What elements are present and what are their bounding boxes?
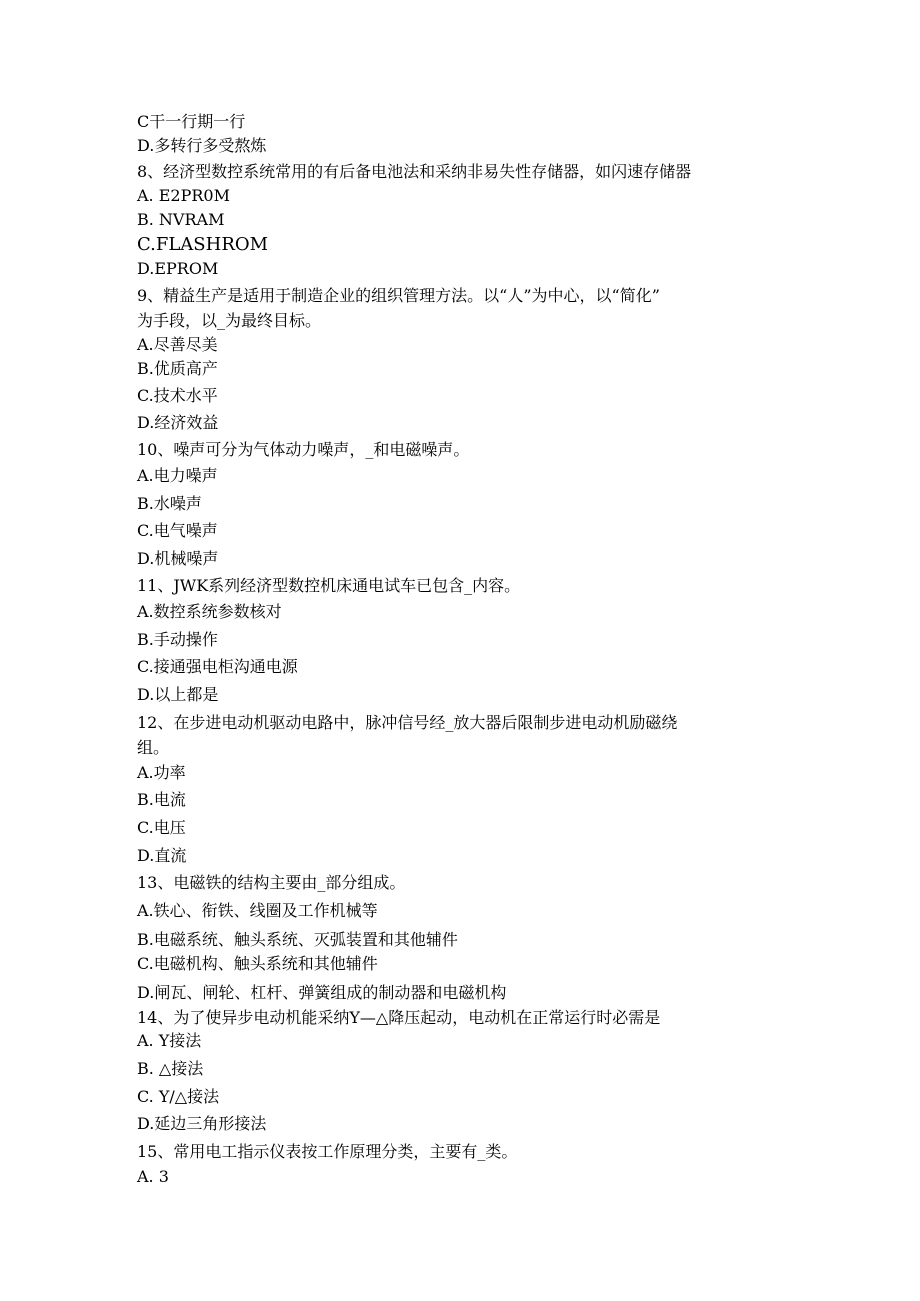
option-line: D.EPROM	[137, 259, 219, 278]
question-14-stem: 14、为了使异步电动机能采纳Y—△降压起动，电动机在正常运行时必需是	[137, 1008, 661, 1027]
option-line: C. Y/△接法	[137, 1087, 220, 1106]
option-line: B.水噪声	[137, 494, 202, 513]
option-line: C.技术水平	[137, 386, 218, 405]
question-10-stem: 10、噪声可分为气体动力噪声，_和电磁噪声。	[137, 440, 470, 459]
option-line: D.以上都是	[137, 685, 219, 704]
option-line: D.直流	[137, 846, 187, 865]
option-line: C.电压	[137, 818, 186, 837]
option-line: A. E2PR0M	[137, 186, 230, 205]
question-13-stem: 13、电磁铁的结构主要由_部分组成。	[137, 873, 406, 892]
question-8-stem: 8、经济型数控系统常用的有后备电池法和采纳非易失性存储器，如闪速存储器	[137, 162, 692, 181]
option-line: C.接通强电柜沟通电源	[137, 657, 298, 676]
option-line: A.尽善尽美	[137, 335, 218, 354]
option-line: C.电气噪声	[137, 521, 218, 540]
option-line: C.FLASHROM	[137, 234, 269, 255]
option-line: A. 3	[137, 1167, 169, 1186]
question-9-stem-cont: 为手段，以_为最终目标。	[137, 311, 322, 330]
option-line: A.电力噪声	[137, 466, 218, 485]
question-11-stem: 11、JWK系列经济型数控机床通电试车已包含_内容。	[137, 576, 521, 595]
option-line: B.电磁系统、触头系统、灭弧装置和其他辅件	[137, 930, 458, 949]
option-line: B.手动操作	[137, 630, 218, 649]
option-line: B.优质高产	[137, 359, 218, 378]
option-line: A.数控系统参数核对	[137, 602, 282, 621]
option-line: A. Y接法	[137, 1031, 202, 1050]
option-line: A.铁心、衔铁、线圈及工作机械等	[137, 901, 378, 920]
option-line: C.电磁机构、触头系统和其他辅件	[137, 954, 378, 973]
option-line: D.闸瓦、闸轮、杠杆、弹簧组成的制动器和电磁机构	[137, 983, 507, 1002]
option-line: B. NVRAM	[137, 210, 225, 229]
text-line: D.多转行多受熬炼	[137, 136, 267, 155]
question-9-stem: 9、精益生产是适用于制造企业的组织管理方法。以“人”为中心，以“简化”	[137, 286, 660, 305]
text-line: C干一行期一行	[137, 112, 246, 131]
option-line: B. △接法	[137, 1059, 204, 1078]
option-line: A.功率	[137, 763, 186, 782]
option-line: B.电流	[137, 790, 186, 809]
question-15-stem: 15、常用电工指示仪表按工作原理分类，主要有_类。	[137, 1142, 518, 1161]
question-12-stem-cont: 组。	[137, 738, 170, 757]
question-12-stem: 12、在步进电动机驱动电路中，脉冲信号经_放大器后限制步进电动机励磁绕	[137, 713, 678, 732]
option-line: D.经济效益	[137, 413, 219, 432]
option-line: D.机械噪声	[137, 549, 219, 568]
option-line: D.延边三角形接法	[137, 1114, 267, 1133]
